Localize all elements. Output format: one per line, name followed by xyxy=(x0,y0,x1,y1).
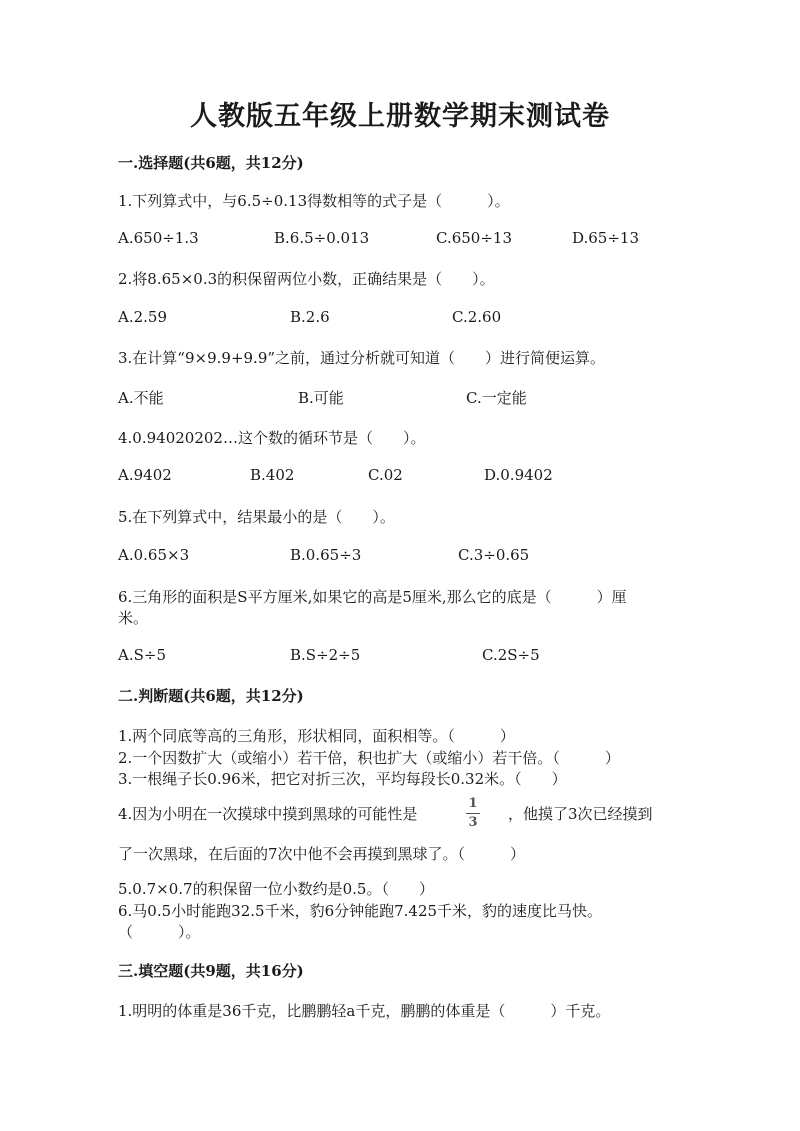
option-a: A.2.59 xyxy=(118,308,167,326)
option-a: A.不能 xyxy=(118,389,164,407)
option-b: B.可能 xyxy=(298,389,344,407)
option-b: B.2.6 xyxy=(290,308,330,326)
option-a: A.650÷1.3 xyxy=(118,229,199,247)
section-heading-fill-blank: 三.填空题(共9题，共16分) xyxy=(118,962,304,980)
statement-text: 6.马0.5小时能跑32.5千米，豹6分钟能跑7.425千米，豹的速度比马快。 xyxy=(118,902,603,920)
statement-text-continued: 了一次黑球，在后面的7次中他不会再摸到黑球了。（ ） xyxy=(118,845,526,863)
option-b: B.0.65÷3 xyxy=(290,546,362,564)
page-title: 人教版五年级上册数学期末测试卷 xyxy=(190,101,610,132)
statement-text: 4.因为小明在一次摸球中摸到黑球的可能性是 xyxy=(118,805,418,823)
fraction-bar xyxy=(466,813,480,814)
option-a: A.S÷5 xyxy=(118,646,166,664)
statement-text-continued: （ ）。 xyxy=(118,923,201,941)
statement-text: 3.一根绳子长0.96米，把它对折三次，平均每段长0.32米。（ ） xyxy=(118,770,567,788)
question-text: 6.三角形的面积是S平方厘米,如果它的高是5厘米,那么它的底是（ ）厘 xyxy=(118,588,627,606)
option-c: C.02 xyxy=(368,466,403,484)
option-d: D.0.9402 xyxy=(484,466,553,484)
statement-text: 1.两个同底等高的三角形，形状相同，面积相等。（ ） xyxy=(118,727,515,745)
option-a: A.9402 xyxy=(118,466,172,484)
statement-text-continued: ，他摸了3次已经摸到 xyxy=(508,805,653,823)
option-c: C.650÷13 xyxy=(436,229,512,247)
question-text: 1.明明的体重是36千克，比鹏鹏轻a千克，鹏鹏的体重是（ ）千克。 xyxy=(118,1002,611,1020)
option-b: B.6.5÷0.013 xyxy=(274,229,370,247)
option-c: C.一定能 xyxy=(466,389,527,407)
statement-text: 2.一个因数扩大（或缩小）若干倍，积也扩大（或缩小）若干倍。（ ） xyxy=(118,749,620,767)
option-d: D.65÷13 xyxy=(572,229,640,247)
option-c: C.3÷0.65 xyxy=(458,546,530,564)
question-text: 2.将8.65×0.3的积保留两位小数，正确结果是（ ）。 xyxy=(118,270,495,288)
option-a: A.0.65×3 xyxy=(118,546,190,564)
question-text: 4.0.94020202…这个数的循环节是（ ）。 xyxy=(118,429,426,447)
question-text: 3.在计算“9×9.9+9.9”之前，通过分析就可知道（ ）进行简便运算。 xyxy=(118,349,606,367)
statement-text: 5.0.7×0.7的积保留一位小数约是0.5。（ ） xyxy=(118,880,434,898)
option-b: B.402 xyxy=(250,466,295,484)
option-b: B.S÷2÷5 xyxy=(290,646,361,664)
fraction-numerator: 1 xyxy=(468,796,478,811)
question-text: 1.下列算式中，与6.5÷0.13得数相等的式子是（ ）。 xyxy=(118,192,510,210)
section-heading-choice: 一.选择题(共6题，共12分) xyxy=(118,154,304,172)
section-heading-judgement: 二.判断题(共6题，共12分) xyxy=(118,687,304,705)
option-c: C.2S÷5 xyxy=(482,646,540,664)
option-c: C.2.60 xyxy=(452,308,502,326)
question-text-continued: 米。 xyxy=(118,609,149,627)
fraction-denominator: 3 xyxy=(468,815,478,830)
question-text: 5.在下列算式中，结果最小的是（ ）。 xyxy=(118,508,395,526)
fraction-one-third xyxy=(466,797,480,830)
